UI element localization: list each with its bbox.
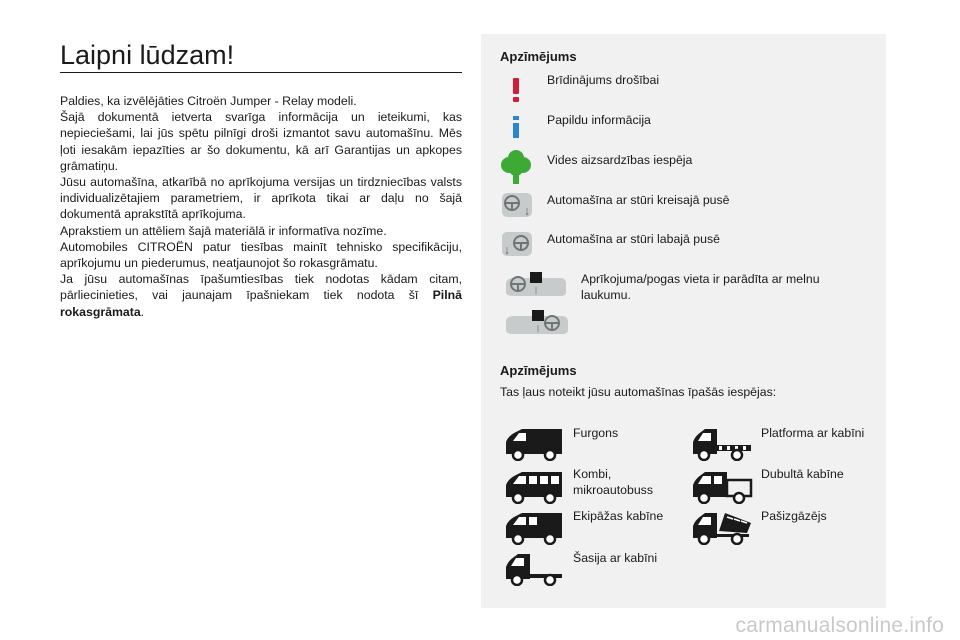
intro-text <box>60 93 462 320</box>
intro-paragraph: Aprakstiem un attēliem šajā materiālā ir informatīva nozīme. <box>60 223 387 238</box>
lhd-steering-wheel-icon <box>502 193 532 219</box>
vehicle-label: Furgons <box>573 426 619 440</box>
dashboard-location-icon <box>502 270 568 302</box>
van-icon <box>502 427 568 461</box>
platform-cab-icon <box>689 427 755 461</box>
vehicle-label: Kombi, mikroautobuss <box>573 467 653 497</box>
legend-label: Brīdinājums drošībai <box>547 73 660 87</box>
title-divider <box>60 72 462 73</box>
intro-text-span: . <box>140 304 145 319</box>
vehicle-label: Platforma ar kabīni <box>761 426 865 440</box>
vehicle-label: Šasija ar kabīni <box>573 551 658 565</box>
intro-text-span: Ja jūsu automašīnas īpašumtiesības tiek nodotas kādam citam, pārliecinieties, vai jaunajam īpašniekam tiek nodota šī <box>60 272 462 303</box>
warning-exclamation-icon <box>509 76 523 104</box>
legend-panel <box>481 34 886 608</box>
intro-paragraph: Šajā dokumentā ietverta svarīga informācija un ieteikumi, kas nepieciešami, lai jūs spētu pilnīgi droši izmantot savu automašīnu. Mēs ļoti iesakām iepazīties ar šo dokumentu, kā arī Garantijas un apkopes grāmatiņu. <box>60 110 462 173</box>
vehicle-label: Dubultā kabīne <box>761 467 844 481</box>
intro-paragraph: Paldies, ka izvēlējāties Citroën Jumper - Relay modeli. <box>60 94 357 108</box>
legend-title: Apzīmējums <box>500 49 577 64</box>
crew-cab-van-icon <box>502 511 568 545</box>
legend-label: Vides aizsardzības iespēja <box>547 153 693 167</box>
minibus-icon <box>502 470 568 504</box>
legend-label: Aprīkojuma/pogas vieta ir parādīta ar melnu laukumu. <box>581 272 820 302</box>
legend-label: Automašīna ar stūri kreisajā pusē <box>547 193 730 207</box>
vehicle-label: Pašizgāzējs <box>761 509 827 523</box>
legend-label: Papildu informācija <box>547 113 651 127</box>
watermark: carmanualsonline.info <box>735 614 944 637</box>
full-manual-emphasis: Pilnā rokasgrāmata <box>60 288 462 319</box>
legend-label: Automašīna ar stūri labajā pusē <box>547 232 720 246</box>
vehicles-title: Apzīmējums <box>500 363 577 378</box>
double-cab-icon <box>689 470 755 504</box>
page-title: Laipni lūdzam! <box>60 40 235 70</box>
dashboard-location-icon <box>502 310 572 340</box>
intro-paragraph <box>60 271 462 320</box>
rhd-steering-wheel-icon <box>502 232 532 258</box>
info-icon <box>510 116 522 138</box>
vehicle-label: Ekipāžas kabīne <box>573 509 664 523</box>
tree-icon <box>501 149 531 185</box>
intro-paragraph: Automobiles CITROËN patur tiesības mainīt tehnisko specifikāciju, aprīkojumu un piederumus, neatjaunojot šo rokasgrāmatu. <box>60 239 462 271</box>
tipper-icon <box>689 509 755 545</box>
vehicles-subtitle: Tas ļaus noteikt jūsu automašīnas īpašās iespējas: <box>500 385 777 399</box>
intro-paragraph: Jūsu automašīna, atkarībā no aprīkojuma versijas un tirdzniecības valsts individualizētajiem parametriem, ir aprīkota tikai ar daļu no šajā dokumentā aprakstītā aprīkojuma. <box>60 175 462 222</box>
chassis-cab-icon <box>502 552 568 586</box>
